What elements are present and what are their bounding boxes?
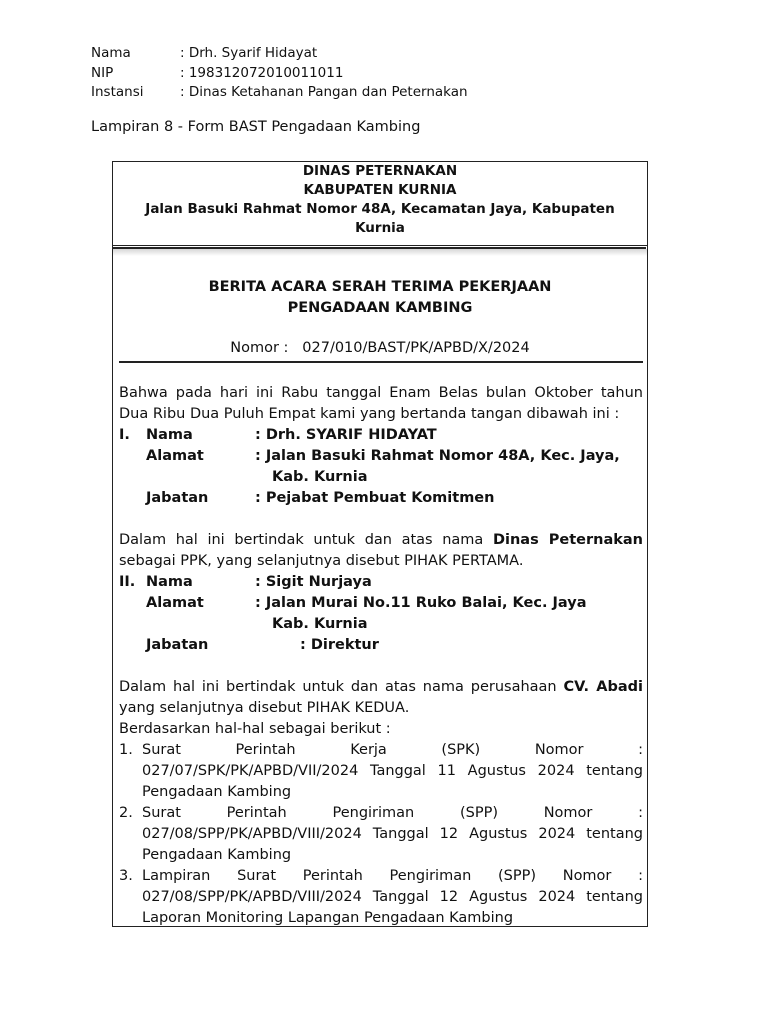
document-number-label: Nomor : xyxy=(230,340,289,356)
basis-intro: Berdasarkan hal-hal sebagai berikut : xyxy=(119,721,391,737)
basis-item-head: Surat Perintah Pengiriman (SPP) Nomor : xyxy=(142,805,643,821)
party2-alamat-value: : Jalan Murai No.11 Ruko Balai, Kec. Jaya xyxy=(255,595,587,611)
party1-nama-label: Nama xyxy=(146,427,193,443)
basis-item xyxy=(119,866,643,929)
role-text: Dalam hal ini bertindak untuk dan atas nama xyxy=(119,532,493,548)
document-title xyxy=(113,277,647,319)
party1-alamat-value: : Jalan Basuki Rahmat Nomor 48A, Kec. Jaya, xyxy=(255,448,620,464)
basis-item-body: 027/08/SPP/PK/APBD/VIII/2024 Tanggal 12 Agustus 2024 tentang Laporan Monitoring Lapangan Pengadaan Kambing xyxy=(142,889,643,926)
party2-alamat-label: Alamat xyxy=(146,595,204,611)
party2-nama-label: Nama xyxy=(146,574,193,590)
party1-nama-value: : Drh. SYARIF HIDAYAT xyxy=(255,427,437,443)
party2-nama-row xyxy=(119,572,643,593)
party1-jabatan-label: Jabatan xyxy=(146,490,209,506)
party1-nama-row xyxy=(119,425,643,446)
meta-label: Nama xyxy=(91,45,131,61)
party2-jabatan-row xyxy=(119,635,643,656)
meta-row-instansi xyxy=(91,83,468,102)
letterhead-rule xyxy=(113,245,647,246)
letterhead-regency: KABUPATEN KURNIA xyxy=(303,182,457,198)
party1-jabatan-value: : Pejabat Pembuat Komitmen xyxy=(255,490,495,506)
meta-label: NIP xyxy=(91,65,114,81)
letterhead xyxy=(113,162,647,238)
party1-alamat-row xyxy=(119,446,643,488)
role-text: yang selanjutnya disebut PIHAK KEDUA. xyxy=(119,700,410,716)
attachment-caption: Lampiran 8 - Form BAST Pengadaan Kambing xyxy=(91,119,421,135)
party2-jabatan-label: Jabatan xyxy=(146,637,209,653)
basis-item-body: 027/08/SPP/PK/APBD/VIII/2024 Tanggal 12 Agustus 2024 tentang Pengadaan Kambing xyxy=(142,826,643,863)
letterhead-shadow xyxy=(113,249,647,256)
party2-alamat-value-cont: Kab. Kurnia xyxy=(272,616,368,632)
meta-value: : Drh. Syarif Hidayat xyxy=(180,45,318,61)
basis-item-head: Surat Perintah Kerja (SPK) Nomor : xyxy=(142,742,643,758)
intro-paragraph: Bahwa pada hari ini Rabu tanggal Enam Belas bulan Oktober tahun Dua Ribu Dua Puluh Empat kami yang bertanda tangan dibawah ini : xyxy=(119,385,643,422)
meta-row-nip xyxy=(91,64,343,83)
party2-alamat-row xyxy=(119,593,643,635)
party2-jabatan-value: : Direktur xyxy=(300,637,379,653)
basis-item-head: Lampiran Surat Perintah Pengiriman (SPP) Nomor : xyxy=(142,868,643,884)
document-body xyxy=(119,383,643,929)
party2-number: II. xyxy=(119,574,136,590)
role-text: sebagai PPK, yang selanjutnya disebut PIHAK PERTAMA. xyxy=(119,553,524,569)
basis-item-number: 3. xyxy=(119,868,133,884)
document-number xyxy=(113,340,647,356)
meta-row-nama xyxy=(91,44,317,63)
party1-jabatan-row xyxy=(119,488,643,509)
basis-item-number: 1. xyxy=(119,742,133,758)
basis-item xyxy=(119,803,643,866)
bast-form xyxy=(112,161,648,927)
party1-role-paragraph xyxy=(119,530,643,572)
letterhead-address: Jalan Basuki Rahmat Nomor 48A, Kecamatan Jaya, Kabupaten Kurnia xyxy=(145,201,615,236)
document-title-line: PENGADAAN KAMBING xyxy=(287,300,473,316)
basis-item-body: 027/07/SPK/PK/APBD/VII/2024 Tanggal 11 Agustus 2024 tentang Pengadaan Kambing xyxy=(142,763,643,800)
role-org: CV. Abadi xyxy=(563,679,643,695)
meta-value: : Dinas Ketahanan Pangan dan Peternakan xyxy=(180,84,468,100)
letterhead-agency: DINAS PETERNAKAN xyxy=(302,163,458,179)
document-title-line: BERITA ACARA SERAH TERIMA PEKERJAAN xyxy=(208,279,552,295)
party1-alamat-value-cont: Kab. Kurnia xyxy=(272,469,368,485)
basis-item xyxy=(119,740,643,803)
number-underline xyxy=(119,361,643,363)
party1-alamat-label: Alamat xyxy=(146,448,204,464)
role-org: Dinas Peternakan xyxy=(492,532,643,548)
basis-item-number: 2. xyxy=(119,805,133,821)
meta-label: Instansi xyxy=(91,84,144,100)
document-number-value: 027/010/BAST/PK/APBD/X/2024 xyxy=(302,340,530,356)
party1-number: I. xyxy=(119,427,130,443)
party2-role-paragraph xyxy=(119,677,643,719)
meta-value: : 198312072010011011 xyxy=(180,65,344,81)
role-text: Dalam hal ini bertindak untuk dan atas nama perusahaan xyxy=(119,679,564,695)
party2-nama-value: : Sigit Nurjaya xyxy=(255,574,372,590)
